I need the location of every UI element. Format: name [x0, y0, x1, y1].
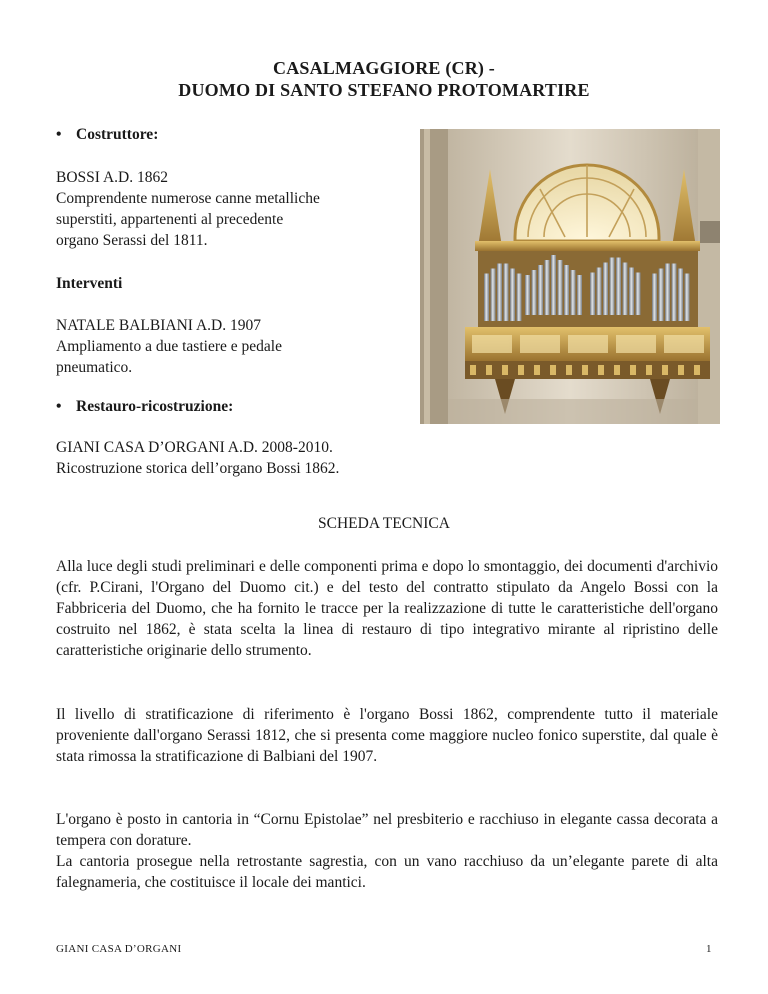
organ-pipe: [659, 269, 664, 322]
organ-pipe: [517, 274, 522, 322]
section-costruttore-heading: [56, 124, 158, 145]
organ-pipe: [564, 265, 569, 315]
costruttore-label: Costruttore:: [76, 126, 159, 143]
organ-pipe: [629, 268, 634, 316]
organ-pipe: [685, 274, 690, 322]
page-title-line-2: DUOMO DI SANTO STEFANO PROTOMARTIRE: [178, 80, 590, 100]
organ-pipe: [577, 275, 582, 315]
organ-pipe: [532, 270, 537, 315]
organ-pipe: [538, 265, 543, 315]
organ-pipe: [504, 264, 509, 322]
organ-pipe: [510, 269, 515, 322]
organ-pipe: [603, 263, 608, 316]
bullet-icon: •: [56, 126, 62, 143]
organ-pipe: [665, 264, 670, 322]
organ-pipe: [623, 263, 628, 316]
organ-pipe: [597, 268, 602, 316]
organ-pipe: [491, 269, 496, 322]
organ-pipe: [590, 273, 595, 316]
organ-pipe: [616, 258, 621, 316]
organ-pipe: [678, 269, 683, 322]
page-title-line-1: CASALMAGGIORE (CR) -: [273, 58, 495, 78]
organ-pipe: [672, 264, 677, 322]
organ-pipe: [636, 273, 641, 316]
organ-pipe: [525, 275, 530, 315]
costruttore-line-4: organo Serassi del 1811.: [56, 232, 208, 249]
bullet-icon: •: [56, 398, 62, 415]
organ-illustration: [420, 129, 720, 424]
costruttore-line-3: superstiti, appartenenti al precedente: [56, 211, 284, 228]
scheda-paragraph-1: Alla luce degli studi preliminari e delle componenti prima e dopo lo smontaggio, dei documenti d'archivio (cfr. P.Cirani, l'Organo del Duomo cit.) e del testo del contratto stipulato da Angelo Bossi con la Fabbriceria del Duomo, che ha fornito le tracce per la realizzazione di tutte le caratteristiche dell'organo costruito nel 1862, è stata scelta la linea di restauro di tipo integrativo mirante al ripristino delle caratteristiche originarie dello strumento.: [56, 558, 718, 659]
page-number: 1: [706, 943, 712, 955]
organ-pipe: [652, 274, 657, 322]
interventi-line-2: Ampliamento a due tastiere e pedale: [56, 338, 282, 355]
organ-pipe: [551, 255, 556, 315]
organ-pipe: [558, 260, 563, 315]
organ-pipe: [484, 274, 489, 322]
scheda-paragraph-2: Il livello di stratificazione di riferimento è l'organo Bossi 1862, comprendente tutto il materiale proveniente dall'organo Serassi 1812, che si presenta come maggiore nucleo fonico superstite, dal quale è stata rimossa la stratificazione di Balbiani del 1907.: [56, 706, 718, 765]
costruttore-line-2: Comprendente numerose canne metalliche: [56, 190, 320, 207]
restauro-line-1: GIANI CASA D’ORGANI A.D. 2008-2010.: [56, 439, 333, 456]
organ-pipe: [545, 260, 550, 315]
right-pilaster: [698, 129, 720, 424]
organ-pipe: [610, 258, 615, 316]
interventi-line-1: NATALE BALBIANI A.D. 1907: [56, 317, 261, 334]
scheda-tecnica-heading: SCHEDA TECNICA: [318, 515, 450, 532]
costruttore-line-1: BOSSI A.D. 1862: [56, 169, 168, 186]
organ-pipe: [497, 264, 502, 322]
interventi-line-3: pneumatico.: [56, 359, 133, 376]
section-interventi-heading: Interventi: [56, 275, 123, 292]
scheda-paragraph-3a: L'organo è posto in cantoria in “Cornu Epistolae” nel presbiterio e racchiuso in elegante cassa decorata a tempera con dorature.: [56, 811, 718, 849]
footer-company: GIANI CASA D’ORGANI: [56, 943, 182, 955]
organ-pipe: [571, 270, 576, 315]
section-restauro-heading: [56, 396, 233, 417]
scheda-paragraph-3b: La cantoria prosegue nella retrostante sagrestia, con un vano racchiuso da un’elegante parete di alta falegnameria, che costituisce il locale dei mantici.: [56, 853, 718, 891]
restauro-label: Restauro-ricostruzione:: [76, 398, 234, 415]
organ-photo: [420, 129, 720, 424]
restauro-line-2: Ricostruzione storica dell’organo Bossi 1862.: [56, 460, 340, 477]
